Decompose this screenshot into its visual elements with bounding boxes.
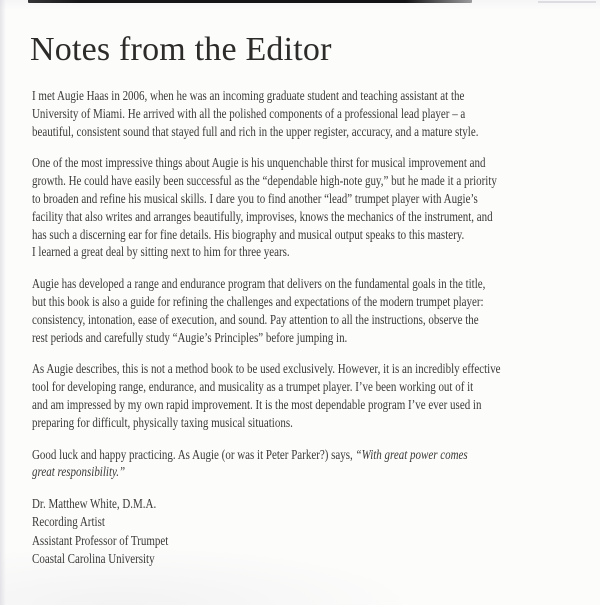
scan-artifact-top-bar	[28, 0, 472, 3]
paragraph-not-method-book	[32, 360, 598, 431]
text-line: to broaden and refine his musical skills. I dare you to find another “lead” trumpet player with Augie’s	[32, 190, 478, 206]
text-line	[32, 446, 598, 464]
paragraph-program-description	[32, 275, 598, 346]
text-line: facility that also writes and arranges beautifully, improvises, knows the mechanics of the instrument, and	[32, 208, 493, 224]
text-line: has such a discerning ear for fine details. His biography and musical output speaks to this mastery.	[32, 226, 465, 242]
text-line: preparing for difficult, physically taxing musical situations.	[32, 414, 293, 430]
paragraph-meeting-augie	[32, 87, 598, 140]
closing-quote-italic: great responsibility.”	[32, 464, 126, 480]
text-line: consistency, intonation, ease of execution, and sound. Pay attention to all the instructions, observe the	[32, 311, 479, 327]
paragraph-good-luck-quote	[32, 446, 598, 482]
signature-block	[32, 495, 598, 568]
scan-artifact-smudge	[538, 1, 596, 3]
text-line: beautiful, consistent sound that stayed full and rich in the upper register, accuracy, and a mature style.	[32, 123, 479, 139]
paragraph-impressive-things	[32, 154, 598, 261]
text-line: growth. He could have easily been successful as the “dependable high-note guy,” but he made it a priority	[32, 173, 497, 189]
signature-name: Dr. Matthew White, D.M.A.	[32, 496, 157, 512]
text-line: and am impressed by my own rapid improvement. It is the most dependable program I’ve ever used in	[32, 396, 482, 412]
text-line: I met Augie Haas in 2006, when he was an incoming graduate student and teaching assistant at the	[32, 88, 465, 103]
text-line: Augie has developed a range and endurance program that delivers on the fundamental goals in the title,	[32, 276, 486, 292]
closing-lead-text: Good luck and happy practicing. As Augie (or was it Peter Parker?) says,	[32, 446, 356, 462]
text-line	[32, 463, 598, 481]
signature-role: Recording Artist	[32, 514, 105, 530]
page-title: Notes from the Editor	[30, 31, 332, 68]
signature-role: Assistant Professor of Trumpet	[32, 532, 169, 548]
text-line: tool for developing range, endurance, and musicality as a trumpet player. I’ve been working out of it	[32, 379, 474, 395]
text-line: rest periods and carefully study “Augie’s Principles” before jumping in.	[32, 329, 348, 345]
editor-note-body	[32, 87, 598, 582]
text-line: I learned a great deal by sitting next to him for three years.	[32, 244, 290, 260]
text-line: but this book is also a guide for refining the challenges and expectations of the modern trumpet player:	[32, 293, 484, 309]
text-line: As Augie describes, this is not a method book to be used exclusively. However, it is an incredibly effective	[32, 361, 501, 377]
text-line: One of the most impressive things about Augie is his unquenchable thirst for musical improvement and	[32, 155, 486, 171]
closing-quote-italic: “With great power comes	[355, 446, 468, 462]
signature-institution: Coastal Carolina University	[32, 550, 155, 566]
text-line: University of Miami. He arrived with all the polished components of a professional lead player – a	[32, 105, 466, 121]
